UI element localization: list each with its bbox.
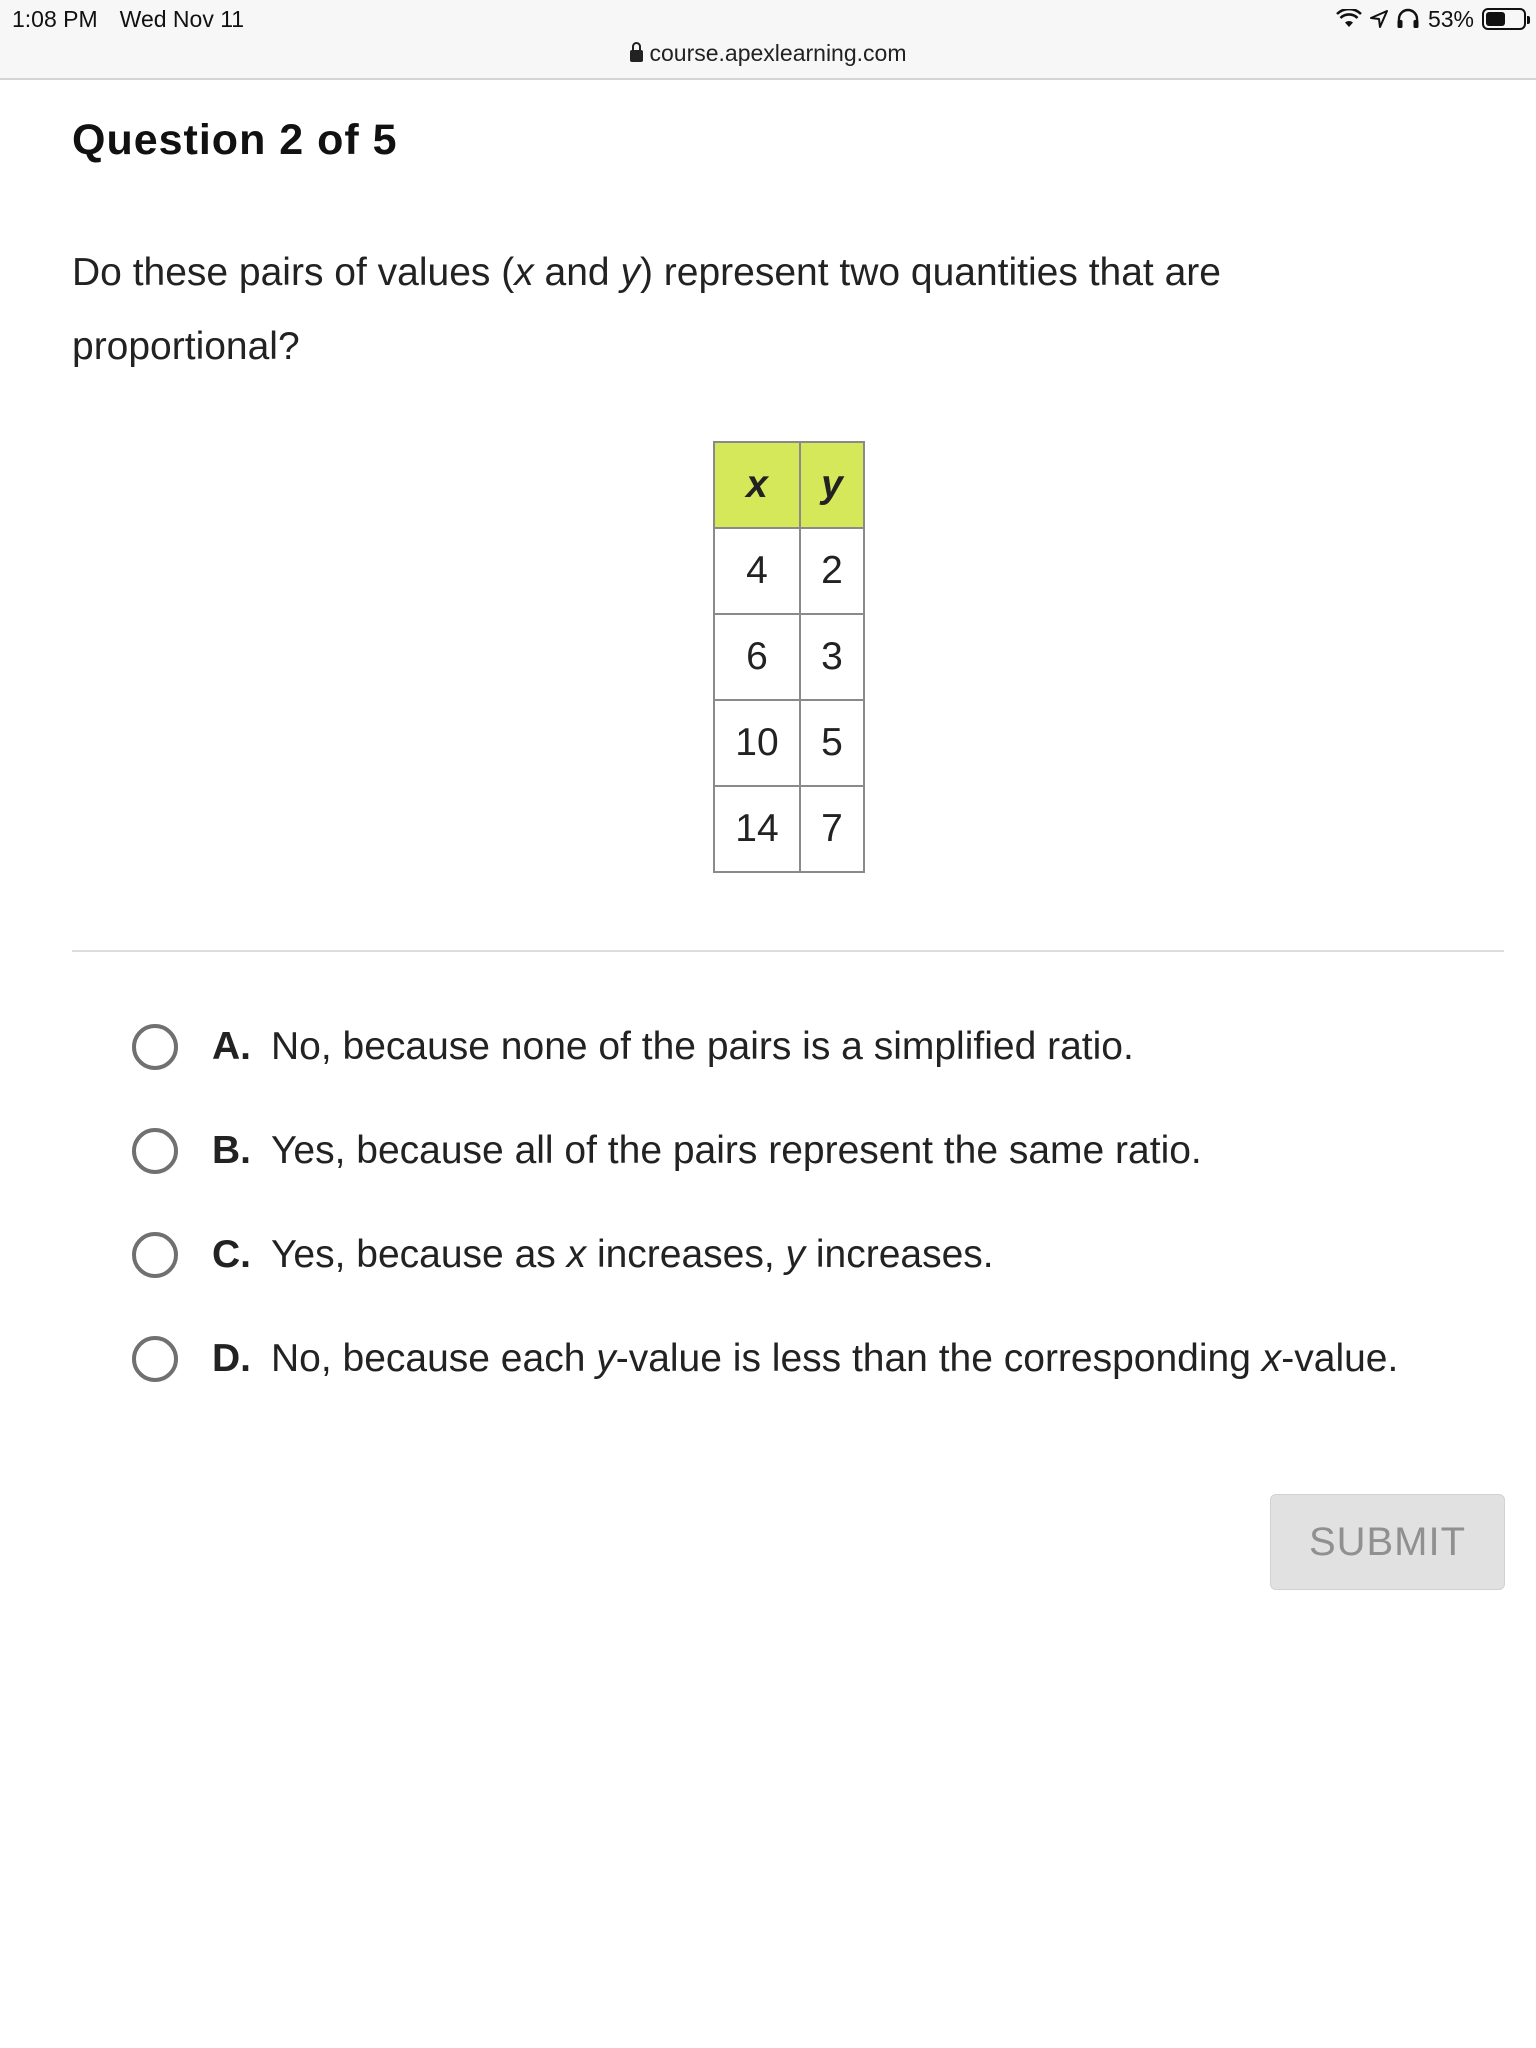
cell-x: 14	[714, 786, 800, 872]
choice-letter: D.	[212, 1337, 251, 1380]
table-row	[714, 786, 864, 872]
header-y: y	[800, 442, 864, 528]
choice-letter: C.	[212, 1233, 251, 1276]
choice-letter: B.	[212, 1129, 251, 1172]
choice-var-y: y	[596, 1337, 616, 1380]
radio-button[interactable]	[132, 1128, 178, 1174]
question-prompt	[72, 236, 1412, 384]
prompt-var-x: x	[514, 251, 534, 294]
choice-text-part: -value is less than the corresponding	[615, 1337, 1262, 1380]
choice-var-x: x	[566, 1233, 587, 1276]
cell-y: 5	[800, 700, 864, 786]
battery-percent: 53%	[1427, 5, 1474, 32]
battery-fill	[1486, 12, 1505, 26]
choice-text	[271, 1233, 994, 1277]
prompt-text: and	[533, 251, 621, 294]
prompt-text: ) represent two quantities that are proportional?	[72, 251, 1221, 368]
choice-var-x: x	[1261, 1337, 1282, 1380]
choice-var-y: y	[785, 1233, 806, 1276]
submit-button[interactable]: SUBMIT	[1270, 1494, 1505, 1590]
radio-button[interactable]	[132, 1336, 178, 1382]
table-row	[714, 700, 864, 786]
radio-button[interactable]	[132, 1024, 178, 1070]
choice-a[interactable]	[132, 1017, 1134, 1077]
cell-y: 3	[800, 614, 864, 700]
radio-button[interactable]	[132, 1232, 178, 1278]
address-bar[interactable]	[0, 40, 1536, 67]
url-text: course.apexlearning.com	[649, 40, 907, 66]
section-divider	[72, 950, 1504, 952]
cell-x: 6	[714, 614, 800, 700]
cell-y: 7	[800, 786, 864, 872]
choice-text-part: increases,	[586, 1233, 786, 1276]
values-table	[713, 441, 865, 873]
choice-d[interactable]	[132, 1329, 1398, 1389]
cell-y: 2	[800, 528, 864, 614]
cell-x: 4	[714, 528, 800, 614]
lock-icon	[630, 50, 643, 62]
prompt-text: Do these pairs of values (	[72, 251, 515, 294]
status-date: Wed Nov 11	[119, 6, 245, 32]
choice-c[interactable]	[132, 1225, 994, 1285]
table-row	[714, 528, 864, 614]
table-row	[714, 614, 864, 700]
headphones-icon	[1396, 8, 1420, 30]
location-arrow-icon	[1370, 10, 1388, 28]
choice-b[interactable]	[132, 1121, 1202, 1181]
status-time	[12, 6, 266, 33]
browser-top-bar	[0, 0, 1536, 80]
battery-icon	[1482, 8, 1526, 30]
choice-text	[271, 1337, 1398, 1381]
choice-letter: A.	[212, 1025, 251, 1068]
choice-text-part: Yes, because as	[271, 1233, 567, 1276]
choice-text-part: increases.	[805, 1233, 994, 1276]
choice-text: No, because none of the pairs is a simplified ratio.	[271, 1025, 1134, 1068]
cell-x: 10	[714, 700, 800, 786]
question-header: Question 2 of 5	[72, 116, 398, 164]
header-x: x	[714, 442, 800, 528]
table-header-row	[714, 442, 864, 528]
choice-text-part: No, because each	[271, 1337, 597, 1380]
prompt-var-y: y	[620, 251, 640, 294]
choice-text-part: -value.	[1281, 1337, 1399, 1380]
status-clock: 1:08 PM	[12, 6, 98, 32]
wifi-icon	[1336, 9, 1362, 29]
status-indicators	[1336, 4, 1526, 34]
choice-text: Yes, because all of the pairs represent the same ratio.	[271, 1129, 1202, 1172]
